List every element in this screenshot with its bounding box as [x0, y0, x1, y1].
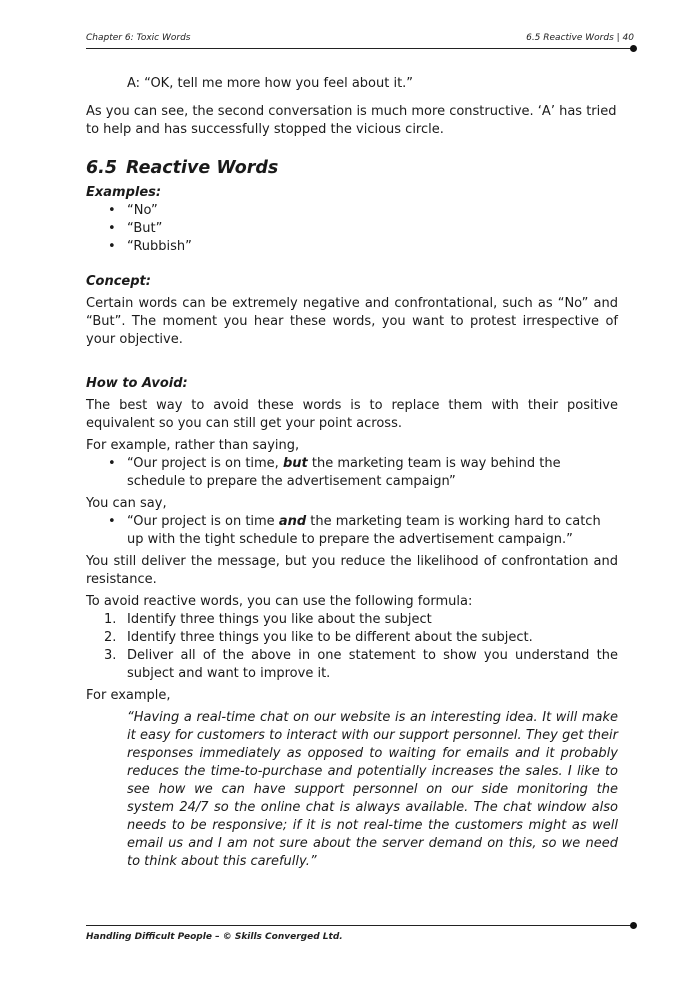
list-item	[86, 629, 618, 647]
concept-heading: Concept:	[86, 274, 151, 289]
section-number: 6.5	[86, 158, 118, 178]
step-number: 1.	[104, 612, 117, 627]
examples-heading: Examples:	[86, 185, 162, 200]
deliver-text: You still deliver the message, but you reduce the likelihood of confrontation and resistance.	[86, 554, 618, 587]
footer-rule-dot	[630, 922, 637, 929]
bad-example-emphasis: but	[282, 456, 308, 471]
good-example-after: the marketing team is working hard to catch up with the tight schedule to prepare the advertisement campaign.”	[127, 514, 601, 547]
header-section-page: 6.5 Reactive Words | 40	[526, 33, 634, 43]
list-item: • “But”	[86, 220, 618, 238]
step-number: 2.	[104, 630, 117, 645]
examples-list	[86, 202, 618, 256]
bad-example-after: the marketing team is way behind the schedule to prepare the advertisement campaign”	[127, 456, 561, 489]
formula-steps	[86, 611, 618, 683]
header-rule	[86, 48, 634, 49]
step-text: Identify three things you like about the subject	[127, 612, 432, 627]
list-item	[86, 611, 618, 629]
for-example-text: For example,	[86, 688, 171, 703]
header-chapter: Chapter 6: Toxic Words	[86, 33, 191, 43]
header-rule-dot	[630, 45, 637, 52]
bad-example-before: “Our project is on time,	[127, 456, 283, 471]
intro-quote: A: “OK, tell me more how you feel about it.”	[127, 76, 414, 91]
intro-paragraph: As you can see, the second conversation is much more constructive. ‘A’ has tried to help and has successfully stopped the vicious circle.	[86, 104, 617, 137]
good-example-list	[86, 513, 618, 549]
page-header	[86, 33, 634, 47]
how-to-avoid-text: The best way to avoid these words is to replace them with their positive equivalent so you can still get your point across.	[86, 398, 618, 431]
list-item	[86, 647, 618, 683]
bad-example-list	[86, 455, 618, 491]
page-body	[86, 75, 618, 871]
step-text: Identify three things you like to be different about the subject.	[127, 630, 533, 645]
good-example-before: “Our project is on time	[127, 514, 279, 529]
rather-than-text: For example, rather than saying,	[86, 438, 300, 453]
page-footer: Handling Difficult People – © Skills Converged Ltd.	[86, 932, 343, 942]
good-example-emphasis: and	[278, 514, 307, 529]
how-to-avoid-heading: How to Avoid:	[86, 376, 188, 391]
step-number: 3.	[104, 648, 117, 663]
concept-text: Certain words can be extremely negative and confrontational, such as “No” and “But”. The moment you hear these words, you want to protest irrespective of your objective.	[86, 296, 618, 347]
example-quote: “Having a real-time chat on our website is an interesting idea. It will make it easy for customers to interact with our support personnel. They get their responses immediately as opposed to waiting for emails and it probably reduces the time-to-purchase and potentially increases the sales. I like to see how we can have support personnel on our side monitoring the system 24/7 so the online chat is always available. The chat window also needs to be responsive; if it is not real-time the customers might as well email us and I am not sure about the server demand on this, so we need to think about this carefully.”	[127, 710, 618, 869]
list-item: • “No”	[86, 202, 618, 220]
list-item: • “Rubbish”	[86, 238, 618, 256]
bad-example-item	[86, 455, 618, 491]
footer-rule	[86, 925, 634, 926]
good-example-item	[86, 513, 618, 549]
step-text: Deliver all of the above in one statement to show you understand the subject and want to improve it.	[127, 648, 618, 681]
section-title	[86, 156, 618, 180]
formula-intro: To avoid reactive words, you can use the following formula:	[86, 594, 473, 609]
you-can-say-text: You can say,	[86, 496, 167, 511]
section-name: Reactive Words	[126, 158, 279, 178]
